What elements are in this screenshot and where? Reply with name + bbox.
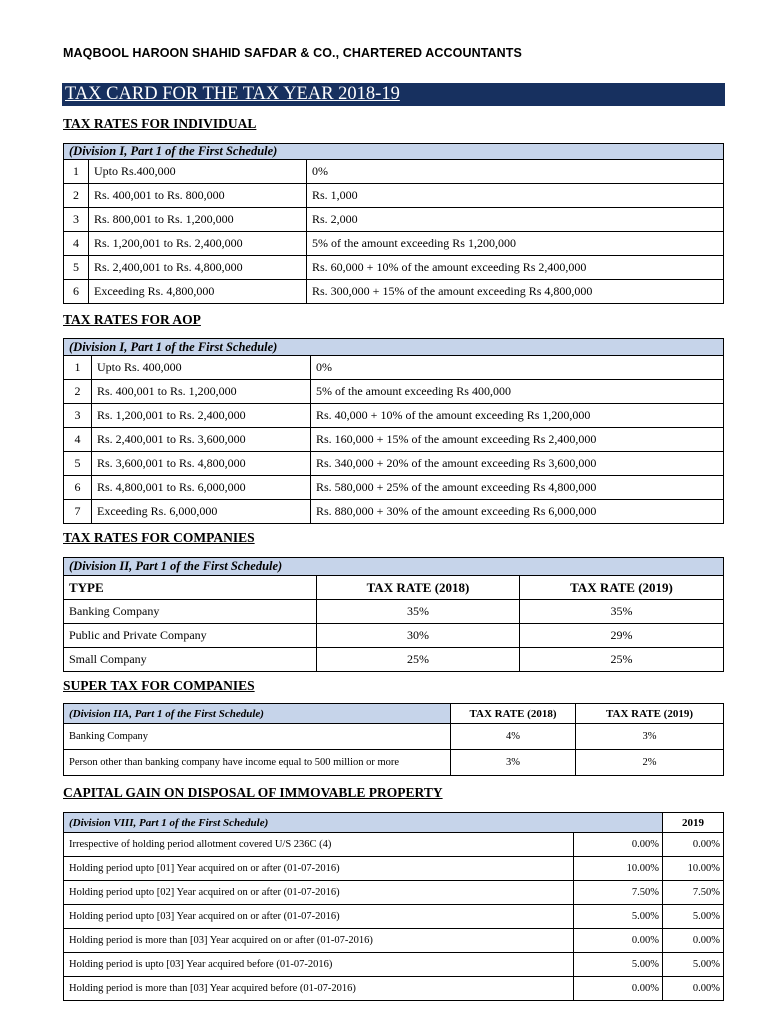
row-number: 6 [64, 476, 92, 500]
table-row [64, 600, 724, 624]
firm-name: MAQBOOL HAROON SHAHID SAFDAR & CO., CHARTERED ACCOUNTANTS [63, 46, 522, 60]
tax-rate-2019: 25% [520, 648, 724, 672]
column-header-rate-2019: TAX RATE (2019) [520, 576, 724, 600]
table-row [64, 208, 724, 232]
row-number: 1 [64, 160, 89, 184]
tax-rate: 5% of the amount exceeding Rs 1,200,000 [307, 232, 724, 256]
income-range: Rs. 1,200,001 to Rs. 2,400,000 [89, 232, 307, 256]
row-number: 7 [64, 500, 92, 524]
individual-tax-table [63, 143, 724, 304]
income-range: Exceeding Rs. 6,000,000 [92, 500, 311, 524]
table-row [64, 428, 724, 452]
tax-rate-2018: 4% [451, 724, 576, 750]
income-range: Rs. 4,800,001 to Rs. 6,000,000 [92, 476, 311, 500]
rate-2019: 0.00% [663, 833, 724, 857]
tax-rate-2018: 30% [317, 624, 520, 648]
table-row [64, 648, 724, 672]
holding-period-description: Irrespective of holding period allotment covered U/S 236C (4) [64, 833, 574, 857]
row-number: 5 [64, 452, 92, 476]
companies-tax-table [63, 557, 724, 672]
company-type: Person other than banking company have income equal to 500 million or more [64, 750, 451, 776]
rate-2019: 0.00% [663, 977, 724, 1001]
row-number: 6 [64, 280, 89, 304]
tax-rate-2019: 2% [576, 750, 724, 776]
schedule-reference: (Division VIII, Part 1 of the First Schedule) [64, 813, 663, 833]
rate-2019: 10.00% [663, 857, 724, 881]
company-type: Small Company [64, 648, 317, 672]
rate-2019: 7.50% [663, 881, 724, 905]
tax-rate-2018: 3% [451, 750, 576, 776]
income-range: Rs. 400,001 to Rs. 1,200,000 [92, 380, 311, 404]
tax-rate-2019: 29% [520, 624, 724, 648]
schedule-reference: (Division II, Part 1 of the First Schedule) [64, 558, 724, 576]
schedule-reference: (Division IIA, Part 1 of the First Schedule) [64, 704, 451, 724]
tax-rate: 0% [307, 160, 724, 184]
table-row [64, 232, 724, 256]
tax-rate: Rs. 1,000 [307, 184, 724, 208]
company-type: Public and Private Company [64, 624, 317, 648]
table-row [64, 833, 724, 857]
holding-period-description: Holding period upto [03] Year acquired on or after (01-07-2016) [64, 905, 574, 929]
row-number: 2 [64, 380, 92, 404]
row-number: 4 [64, 232, 89, 256]
capital-gain-heading: CAPITAL GAIN ON DISPOSAL OF IMMOVABLE PROPERTY [63, 785, 443, 800]
row-number: 3 [64, 208, 89, 232]
schedule-reference: (Division I, Part 1 of the First Schedule) [64, 339, 724, 356]
income-range: Rs. 3,600,001 to Rs. 4,800,000 [92, 452, 311, 476]
tax-rate: Rs. 160,000 + 15% of the amount exceeding Rs 2,400,000 [311, 428, 724, 452]
rate-value: 0.00% [574, 833, 663, 857]
income-range: Upto Rs.400,000 [89, 160, 307, 184]
income-range: Exceeding Rs. 4,800,000 [89, 280, 307, 304]
table-row [64, 404, 724, 428]
table-row [64, 500, 724, 524]
rate-value: 5.00% [574, 953, 663, 977]
tax-rate: Rs. 580,000 + 25% of the amount exceeding Rs 4,800,000 [311, 476, 724, 500]
rate-value: 7.50% [574, 881, 663, 905]
rate-2019: 5.00% [663, 905, 724, 929]
table-row [64, 929, 724, 953]
income-range: Upto Rs. 400,000 [92, 356, 311, 380]
row-number: 5 [64, 256, 89, 280]
income-range: Rs. 1,200,001 to Rs. 2,400,000 [92, 404, 311, 428]
company-type: Banking Company [64, 724, 451, 750]
rate-value: 5.00% [574, 905, 663, 929]
income-range: Rs. 2,400,001 to Rs. 4,800,000 [89, 256, 307, 280]
row-number: 4 [64, 428, 92, 452]
table-row [64, 280, 724, 304]
table-row [64, 977, 724, 1001]
column-header-rate-2018: TAX RATE (2018) [451, 704, 576, 724]
income-range: Rs. 2,400,001 to Rs. 3,600,000 [92, 428, 311, 452]
tax-rate-2018: 25% [317, 648, 520, 672]
row-number: 2 [64, 184, 89, 208]
aop-heading: TAX RATES FOR AOP [63, 312, 201, 327]
rate-value: 0.00% [574, 977, 663, 1001]
row-number: 3 [64, 404, 92, 428]
rate-2019: 5.00% [663, 953, 724, 977]
table-row [64, 184, 724, 208]
table-row [64, 953, 724, 977]
table-row [64, 452, 724, 476]
holding-period-description: Holding period upto [02] Year acquired on or after (01-07-2016) [64, 881, 574, 905]
individual-heading: TAX RATES FOR INDIVIDUAL [63, 116, 257, 131]
table-row [64, 750, 724, 776]
super-tax-table [63, 703, 724, 776]
table-row [64, 476, 724, 500]
tax-rate: Rs. 340,000 + 20% of the amount exceeding Rs 3,600,000 [311, 452, 724, 476]
holding-period-description: Holding period is more than [03] Year acquired before (01-07-2016) [64, 977, 574, 1001]
income-range: Rs. 800,001 to Rs. 1,200,000 [89, 208, 307, 232]
aop-tax-table [63, 338, 724, 524]
tax-rate-2018: 35% [317, 600, 520, 624]
holding-period-description: Holding period is more than [03] Year acquired on or after (01-07-2016) [64, 929, 574, 953]
tax-rate: Rs. 2,000 [307, 208, 724, 232]
table-row [64, 905, 724, 929]
schedule-reference: (Division I, Part 1 of the First Schedule) [64, 144, 724, 160]
tax-rate: Rs. 60,000 + 10% of the amount exceeding Rs 2,400,000 [307, 256, 724, 280]
title-bar [62, 83, 725, 106]
holding-period-description: Holding period is upto [03] Year acquired before (01-07-2016) [64, 953, 574, 977]
rate-2019: 0.00% [663, 929, 724, 953]
tax-rate: Rs. 880,000 + 30% of the amount exceeding Rs 6,000,000 [311, 500, 724, 524]
companies-heading: TAX RATES FOR COMPANIES [63, 530, 255, 545]
tax-rate-2019: 35% [520, 600, 724, 624]
super-tax-heading: SUPER TAX FOR COMPANIES [63, 678, 255, 693]
table-row [64, 256, 724, 280]
column-header-year: 2019 [663, 813, 724, 833]
tax-rate: 5% of the amount exceeding Rs 400,000 [311, 380, 724, 404]
table-row [64, 380, 724, 404]
column-header-rate-2018: TAX RATE (2018) [317, 576, 520, 600]
tax-rate-2019: 3% [576, 724, 724, 750]
rate-value: 10.00% [574, 857, 663, 881]
income-range: Rs. 400,001 to Rs. 800,000 [89, 184, 307, 208]
table-row [64, 624, 724, 648]
column-header-type: TYPE [64, 576, 317, 600]
tax-rate: 0% [311, 356, 724, 380]
holding-period-description: Holding period upto [01] Year acquired on or after (01-07-2016) [64, 857, 574, 881]
table-row [64, 857, 724, 881]
table-row [64, 356, 724, 380]
tax-rate: Rs. 300,000 + 15% of the amount exceeding Rs 4,800,000 [307, 280, 724, 304]
column-header-rate-2019: TAX RATE (2019) [576, 704, 724, 724]
table-row [64, 881, 724, 905]
tax-rate: Rs. 40,000 + 10% of the amount exceeding Rs 1,200,000 [311, 404, 724, 428]
row-number: 1 [64, 356, 92, 380]
table-row [64, 724, 724, 750]
document-title: TAX CARD FOR THE TAX YEAR 2018-19 [65, 84, 400, 104]
company-type: Banking Company [64, 600, 317, 624]
table-row [64, 160, 724, 184]
rate-value: 0.00% [574, 929, 663, 953]
capital-gain-table [63, 812, 724, 1001]
